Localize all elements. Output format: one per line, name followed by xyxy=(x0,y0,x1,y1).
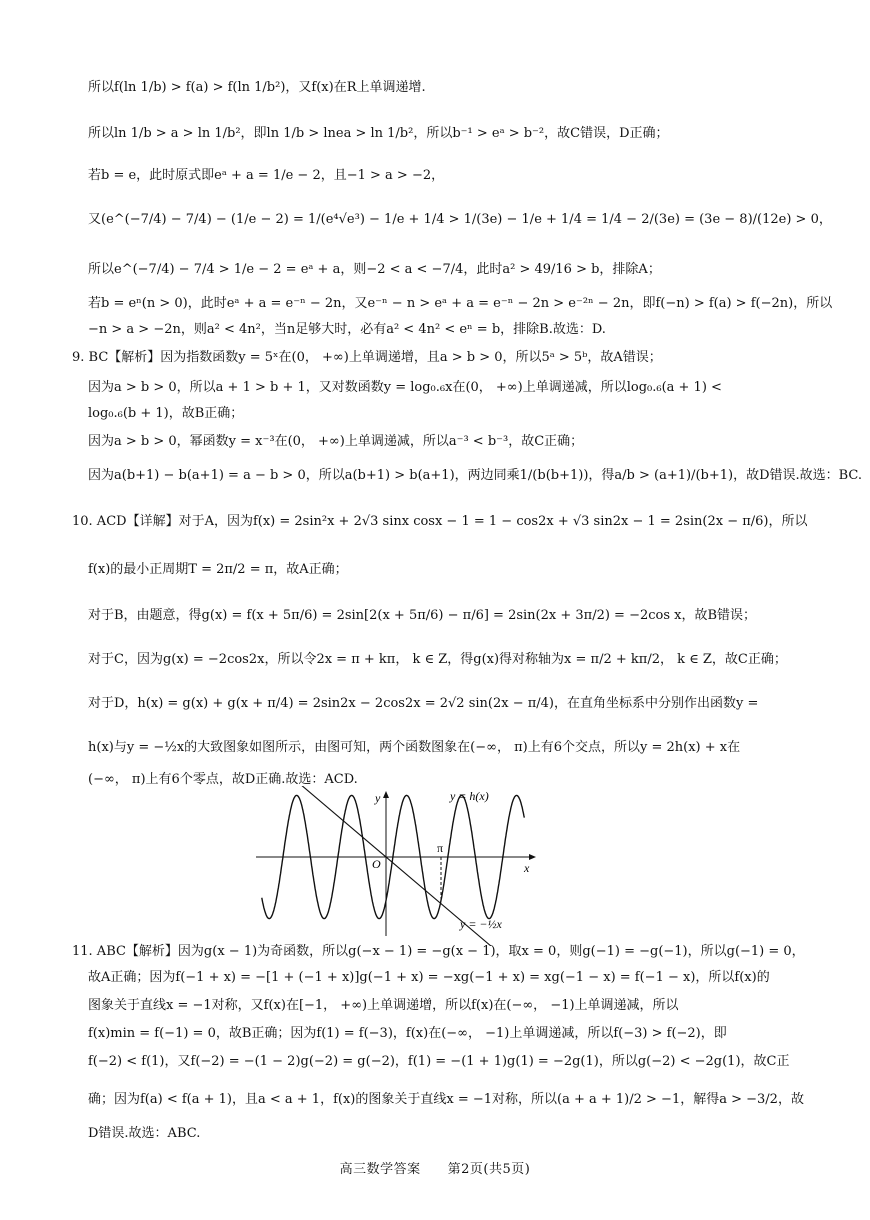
text-line-l21: 故A正确；因为f(−1 + x) = −[1 + (−1 + x)]g(−1 + x) = −xg(−1 + x) = xg(−1 − x) = f(−1 − x)，所以f(x)的 xyxy=(88,970,770,985)
x-axis-arrow xyxy=(529,854,536,860)
text-line-l09: 因为a > b > 0，所以a + 1 > b + 1，又对数函数y = log₀.₆x在(0， +∞)上单调递减，所以log₀.₆(a + 1) < xyxy=(88,380,722,395)
y-axis-label: y xyxy=(375,791,381,805)
text-line-l02: 所以ln 1/b > a > ln 1/b²，即ln 1/b > lnea > ln 1/b²，所以b⁻¹ > eᵃ > b⁻²，故C错误，D正确； xyxy=(88,126,669,141)
text-line-l18: h(x)与y = −½x的大致图象如图所示，由图可知，两个函数图象在(−∞， π)上有6个交点，所以y = 2h(x) + x在 xyxy=(88,740,741,755)
hx-label: y = h(x) xyxy=(450,789,489,803)
text-line-l01: 所以f(ln 1/b) > f(a) > f(ln 1/b²)，又f(x)在R上单调递增. xyxy=(88,80,426,95)
text-line-l08: 9. BC【解析】因为指数函数y = 5ˣ在(0， +∞)上单调递增，且a > b > 0，所以5ᵃ > 5ᵇ，故A错误； xyxy=(72,350,662,365)
text-line-l19: (−∞， π)上有6个零点，故D正确.故选：ACD. xyxy=(88,772,358,787)
text-line-l17: 对于D，h(x) = g(x) + g(x + π/4) = 2sin2x − 2cos2x = 2√2 sin(2x − π/4)，在直角坐标系中分别作出函数y = xyxy=(88,696,759,711)
text-line-l14: f(x)的最小正周期T = 2π/2 = π，故A正确； xyxy=(88,562,348,577)
function-graph-figure xyxy=(250,786,540,946)
text-line-l22: 图象关于直线x = −1对称，又f(x)在[−1， +∞)上单调递增，所以f(x)在(−∞， −1)上单调递减，所以 xyxy=(88,998,679,1013)
pi-label: π xyxy=(437,841,444,855)
text-line-l24: f(−2) < f(1)，又f(−2) = −(1 − 2)g(−2) = g(−2)，f(1) = −(1 + 1)g(1) = −2g(1)，所以g(−2) < −2g(1)，故C正 xyxy=(88,1054,790,1069)
text-line-l25: 确；因为f(a) < f(a + 1)，且a < a + 1，f(x)的图象关于直线x = −1对称，所以(a + a + 1)/2 > −1，解得a > −3/2，故 xyxy=(88,1092,804,1107)
text-line-l26: D错误.故选：ABC. xyxy=(88,1126,201,1141)
text-line-l10: log₀.₆(b + 1)，故B正确； xyxy=(88,406,244,421)
text-line-l05: 所以e^(−7/4) − 7/4 > 1/e − 2 = eᵃ + a，则−2 < a < −7/4，此时a² > 49/16 > b，排除A； xyxy=(88,262,661,277)
text-line-l07: −n > a > −2n，则a² < 4n²，当n足够大时，必有a² < 4n² < eⁿ = b，排除B.故选：D. xyxy=(88,322,606,337)
text-line-l11: 因为a > b > 0，幂函数y = x⁻³在(0， +∞)上单调递减，所以a⁻³ < b⁻³，故C正确； xyxy=(88,434,584,449)
y-axis-arrow xyxy=(383,791,389,798)
origin-label: O xyxy=(372,857,381,871)
text-line-l06: 若b = eⁿ(n > 0)，此时eᵃ + a = e⁻ⁿ − 2n，又e⁻ⁿ − n > eᵃ + a = e⁻ⁿ − 2n > e⁻²ⁿ − 2n，即f(−n) > f(a) > f(−2n)，所以 xyxy=(88,296,833,311)
text-line-l15: 对于B，由题意，得g(x) = f(x + 5π/6) = 2sin[2(x + 5π/6) − π/6] = 2sin(2x + 3π/2) = −2cos x，故B错误； xyxy=(88,608,757,623)
line-label: y = −½x xyxy=(460,917,502,931)
text-line-l04: 又(e^(−7/4) − 7/4) − (1/e − 2) = 1/(e⁴√e³) − 1/e + 1/4 > 1/(3e) − 1/e + 1/4 = 1/4 − 2/(3e) = (3e − 8)/(12e) > 0， xyxy=(88,212,832,227)
x-axis-label: x xyxy=(524,861,530,875)
text-line-l20: 11. ABC【解析】因为g(x − 1)为奇函数，所以g(−x − 1) = −g(x − 1)，取x = 0，则g(−1) = −g(−1)，所以g(−1) = 0， xyxy=(72,944,805,959)
text-line-l13: 10. ACD【详解】对于A，因为f(x) = 2sin²x + 2√3 sinx cosx − 1 = 1 − cos2x + √3 sin2x − 1 = 2sin(2x − π/6)，所以 xyxy=(72,514,808,529)
text-line-l23: f(x)min = f(−1) = 0，故B正确；因为f(1) = f(−3)，f(x)在(−∞， −1)上单调递减，所以f(−3) > f(−2)，即 xyxy=(88,1026,727,1041)
text-line-l16: 对于C，因为g(x) = −2cos2x，所以令2x = π + kπ， k ∈ Z，得g(x)得对称轴为x = π/2 + kπ/2， k ∈ Z，故C正确； xyxy=(88,652,787,667)
text-line-l03: 若b = e，此时原式即eᵃ + a = 1/e − 2，且−1 > a > −2， xyxy=(88,168,445,183)
page-footer: 高三数学答案 第2页(共5页) xyxy=(339,1162,531,1177)
text-line-l12: 因为a(b+1) − b(a+1) = a − b > 0，所以a(b+1) > b(a+1)，两边同乘1/(b(b+1))，得a/b > (a+1)/(b+1)，故D错误.故选：BC. xyxy=(88,468,863,483)
